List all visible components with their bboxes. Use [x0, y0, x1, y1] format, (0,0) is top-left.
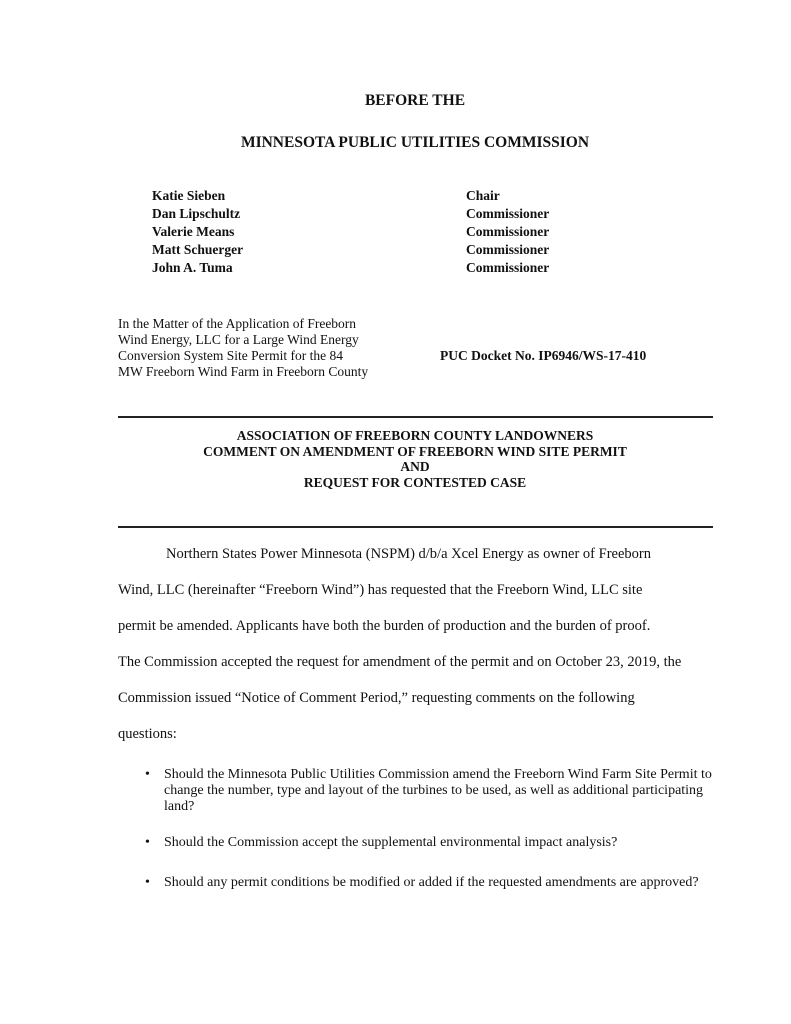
caption-line: In the Matter of the Application of Freeborn [118, 316, 357, 331]
divider-bottom [118, 526, 713, 528]
body-line: The Commission accepted the request for amendment of the permit and on October 23, 2019, the [118, 654, 682, 670]
bullet-icon: • [145, 767, 150, 782]
caption-line: MW Freeborn Wind Farm in Freeborn County [118, 364, 369, 379]
commissioner-name: Katie Sieben [152, 188, 226, 203]
commissioner-title: Commissioner [466, 242, 550, 257]
document-title [0, 428, 791, 490]
body-line: questions: [118, 726, 177, 742]
body-line: Northern States Power Minnesota (NSPM) d/b/a Xcel Energy as owner of Freeborn [166, 546, 651, 562]
commissioner-title: Chair [466, 188, 500, 203]
commissioner-title: Commissioner [466, 206, 550, 221]
divider-top [118, 416, 713, 418]
caption-line: Conversion System Site Permit for the 84 [118, 348, 343, 363]
commissioner-title: Commissioner [466, 260, 550, 275]
header-before-the: BEFORE THE [364, 92, 466, 109]
header-commission: MINNESOTA PUBLIC UTILITIES COMMISSION [240, 134, 590, 151]
title-line: COMMENT ON AMENDMENT OF FREEBORN WIND SITE PERMIT [203, 443, 627, 459]
docket-number: PUC Docket No. IP6946/WS-17-410 [440, 348, 647, 363]
commissioner-name: Dan Lipschultz [152, 206, 241, 221]
body-line: permit be amended. Applicants have both the burden of production and the burden of proof. [118, 618, 651, 634]
body-line: Wind, LLC (hereinafter “Freeborn Wind”) has requested that the Freeborn Wind, LLC site [118, 582, 643, 598]
question-text: Should any permit conditions be modified or added if the requested amendments are approved? [164, 875, 699, 890]
caption-line: Wind Energy, LLC for a Large Wind Energy [118, 332, 359, 347]
commissioner-title: Commissioner [466, 224, 550, 239]
bullet-icon: • [145, 875, 150, 890]
matter-caption [118, 316, 368, 380]
body-line: Commission issued “Notice of Comment Period,” requesting comments on the following [118, 690, 635, 706]
title-line: REQUEST FOR CONTESTED CASE [303, 474, 527, 490]
commissioner-name: John A. Tuma [152, 260, 233, 275]
commissioner-name: Valerie Means [152, 224, 235, 239]
question-text: Should the Minnesota Public Utilities Commission amend the Freeborn Wind Farm Site Permit to change the number, type and layout of the turbines to be used, as well as additional participating land? [164, 767, 712, 814]
question-text: Should the Commission accept the supplemental environmental impact analysis? [164, 835, 618, 850]
commissioner-name: Matt Schuerger [152, 242, 244, 257]
bullet-icon: • [145, 835, 150, 850]
title-line: ASSOCIATION OF FREEBORN COUNTY LANDOWNERS [236, 428, 594, 443]
title-line: AND [400, 459, 430, 474]
